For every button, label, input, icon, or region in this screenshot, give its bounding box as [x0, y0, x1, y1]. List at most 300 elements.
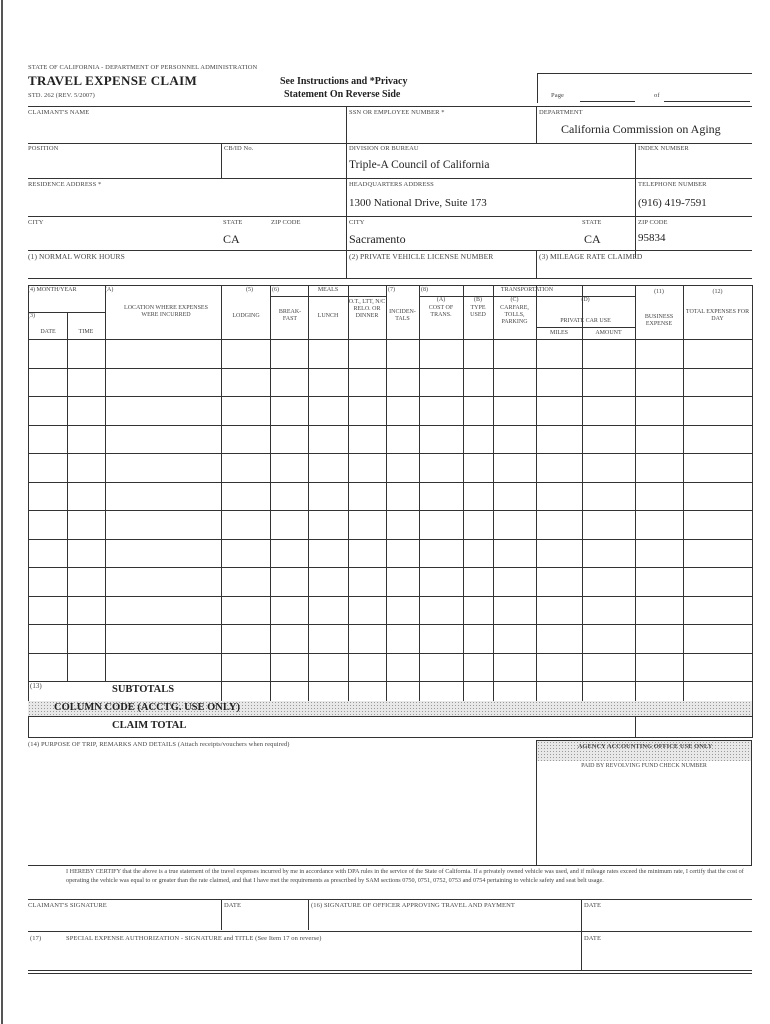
table-cell[interactable]	[106, 654, 220, 681]
table-cell[interactable]	[583, 511, 634, 538]
table-cell[interactable]	[537, 369, 581, 396]
table-cell[interactable]	[537, 654, 581, 681]
table-cell[interactable]	[464, 369, 492, 396]
table-cell[interactable]	[684, 568, 751, 595]
form-title: TRAVEL EXPENSE CLAIM	[28, 73, 198, 88]
table-cell[interactable]	[583, 426, 634, 453]
table-cell[interactable]	[684, 397, 751, 424]
table-cell[interactable]	[271, 397, 307, 424]
revolving-fund-label: PAID BY REVOLVING FUND CHECK NUMBER	[581, 763, 707, 769]
instructions-line1: See Instructions and *Privacy	[280, 76, 408, 87]
table-cell[interactable]	[636, 454, 682, 481]
table-cell[interactable]	[309, 568, 347, 595]
table-cell[interactable]	[349, 511, 385, 538]
total-expenses-header: TOTAL EXPENSES FOR DAY	[685, 309, 750, 322]
approving-officer-field[interactable]	[311, 912, 579, 928]
table-cell[interactable]	[106, 483, 220, 510]
table-cell[interactable]	[222, 340, 269, 367]
miles-header: MILES	[550, 330, 568, 336]
table-cell[interactable]	[537, 597, 581, 624]
rule-5	[28, 250, 752, 251]
rule-3	[28, 178, 752, 179]
sig-div1	[221, 899, 222, 930]
table-cell[interactable]	[387, 597, 418, 624]
table-cell[interactable]	[636, 540, 682, 567]
date-label-2: DATE	[584, 902, 602, 909]
telephone-label: TELEPHONE NUMBER	[638, 181, 707, 188]
table-cell[interactable]	[583, 340, 634, 367]
table-cell[interactable]	[271, 540, 307, 567]
table-cell[interactable]	[68, 625, 104, 652]
col4-header: (A)	[105, 287, 114, 293]
table-cell[interactable]	[271, 654, 307, 681]
table-cell[interactable]	[106, 597, 220, 624]
page-label: Page	[551, 92, 565, 99]
table-cell[interactable]	[387, 654, 418, 681]
hq-zip-label: ZIP CODE	[638, 219, 668, 226]
table-cell[interactable]	[68, 597, 104, 624]
table-cell[interactable]	[222, 654, 269, 681]
table-cell[interactable]	[222, 540, 269, 567]
table-cell[interactable]	[106, 340, 220, 367]
purpose-field[interactable]	[30, 752, 534, 864]
dinner-header: O.T., LTT, N/C RELO. OR DINNER	[348, 299, 386, 319]
table-cell[interactable]	[271, 568, 307, 595]
table-cell[interactable]	[29, 568, 66, 595]
time-header: TIME	[78, 329, 94, 335]
department-label: DEPARTMENT	[539, 109, 583, 116]
table-cell[interactable]	[684, 540, 751, 567]
table-cell[interactable]	[222, 454, 269, 481]
table-cell[interactable]	[222, 483, 269, 510]
table-cell[interactable]	[684, 426, 751, 453]
sig-top	[28, 899, 752, 900]
table-cell[interactable]	[309, 369, 347, 396]
purpose-top	[28, 737, 752, 738]
telephone-value[interactable]: (916) 419-7591	[638, 197, 707, 209]
table-cell[interactable]	[494, 454, 535, 481]
table-cell[interactable]	[464, 568, 492, 595]
table-cell[interactable]	[29, 426, 66, 453]
table-cell[interactable]	[271, 340, 307, 367]
claim-total-label: CLAIM TOTAL	[112, 720, 187, 731]
table-cell[interactable]	[636, 597, 682, 624]
table-cell[interactable]	[387, 369, 418, 396]
table-cell[interactable]	[349, 426, 385, 453]
table-cell[interactable]	[349, 397, 385, 424]
month-year-rule	[28, 312, 105, 313]
hq-state-label: STATE	[582, 219, 602, 226]
table-cell[interactable]	[494, 483, 535, 510]
table-cell[interactable]	[583, 625, 634, 652]
table-cell[interactable]	[29, 397, 66, 424]
table-cell[interactable]	[271, 625, 307, 652]
table-cell[interactable]	[309, 625, 347, 652]
cost-trans-id: (A)	[436, 297, 446, 303]
table-cell[interactable]	[349, 340, 385, 367]
table-cell[interactable]	[464, 597, 492, 624]
table-cell[interactable]	[106, 426, 220, 453]
table-cell[interactable]	[420, 483, 462, 510]
subtotal-column-rule	[536, 681, 537, 701]
table-cell[interactable]	[68, 568, 104, 595]
subtotal-column-rule	[463, 681, 464, 701]
sig-div2	[308, 899, 309, 930]
table-cell[interactable]	[106, 540, 220, 567]
table-top	[28, 285, 752, 286]
table-cell[interactable]	[420, 597, 462, 624]
table-cell[interactable]	[684, 625, 751, 652]
table-cell[interactable]	[636, 340, 682, 367]
cost-trans-header: COST OF TRANS.	[428, 305, 454, 318]
table-cell[interactable]	[537, 625, 581, 652]
mileage-divider	[536, 250, 537, 278]
col12-header: (12)	[712, 289, 723, 295]
special-expense-label: SPECIAL EXPENSE AUTHORIZATION - SIGNATURE and TITLE (See Item 17 on reverse)	[66, 935, 322, 942]
carfare-header: CARFARE, TOLLS, PARKING	[500, 305, 529, 325]
approving-officer-label: (16) SIGNATURE OF OFFICER APPROVING TRAVEL AND PAYMENT	[311, 902, 515, 909]
table-cell[interactable]	[636, 511, 682, 538]
table-cell[interactable]	[29, 597, 66, 624]
table-cell[interactable]	[387, 625, 418, 652]
table-cell[interactable]	[68, 540, 104, 567]
table-cell[interactable]	[684, 654, 751, 681]
table-cell[interactable]	[537, 540, 581, 567]
table-cell[interactable]	[494, 397, 535, 424]
table-cell[interactable]	[68, 454, 104, 481]
of-label: of	[654, 92, 660, 99]
table-cell[interactable]	[537, 426, 581, 453]
dept-divider	[536, 106, 537, 144]
col7-header: (7)	[388, 287, 395, 293]
table-cell[interactable]	[222, 426, 269, 453]
position-label: POSITION	[28, 145, 59, 152]
table-cell[interactable]	[68, 654, 104, 681]
col11-header: (11)	[654, 289, 664, 295]
index-number-label: INDEX NUMBER	[638, 145, 689, 152]
table-cell[interactable]	[29, 483, 66, 510]
breakfast-header: BREAK-FAST	[278, 309, 302, 322]
table-cell[interactable]	[537, 397, 581, 424]
table-cell[interactable]	[583, 654, 634, 681]
right-col-divider	[635, 143, 636, 258]
table-cell[interactable]	[68, 369, 104, 396]
agency-office-label: AGENCY ACCOUNTING OFFICE USE ONLY	[577, 743, 713, 750]
subtotal-column-rule	[386, 681, 387, 701]
table-cell[interactable]	[387, 454, 418, 481]
table-cell[interactable]	[222, 397, 269, 424]
work-hours-label: (1) NORMAL WORK HOURS	[28, 252, 125, 261]
table-cell[interactable]	[537, 568, 581, 595]
table-cell[interactable]	[583, 483, 634, 510]
col5-header: (5)	[246, 287, 253, 293]
hq-address-value[interactable]: 1300 National Drive, Suite 173	[349, 197, 487, 209]
table-cell[interactable]	[420, 454, 462, 481]
table-cell[interactable]	[464, 654, 492, 681]
table-cell[interactable]	[464, 397, 492, 424]
subtotal-column-rule	[582, 681, 583, 701]
table-cell[interactable]	[349, 483, 385, 510]
hq-address-label: HEADQUARTERS ADDRESS	[349, 181, 434, 188]
rule-2	[28, 143, 752, 144]
table-cell[interactable]	[309, 340, 347, 367]
table-cell[interactable]	[68, 511, 104, 538]
table-cell[interactable]	[420, 426, 462, 453]
table-cell[interactable]	[494, 654, 535, 681]
table-cell[interactable]	[271, 454, 307, 481]
meals-header: MEALS	[317, 287, 339, 293]
residence-address-label: RESIDENCE ADDRESS *	[28, 181, 102, 188]
table-cell[interactable]	[684, 483, 751, 510]
table-cell[interactable]	[106, 397, 220, 424]
table-cell[interactable]	[387, 397, 418, 424]
table-cell[interactable]	[68, 483, 104, 510]
table-row	[28, 681, 752, 682]
form-number: STD. 262 (REV. 5/2007)	[28, 92, 95, 99]
claimant-name-label: CLAIMANT'S NAME	[28, 109, 90, 116]
table-cell[interactable]	[636, 369, 682, 396]
table-cell[interactable]	[636, 568, 682, 595]
date-label: DATE	[224, 902, 242, 909]
table-cell[interactable]	[309, 654, 347, 681]
incidentals-header: INCIDEN-TALS	[389, 309, 416, 322]
table-cell[interactable]	[29, 369, 66, 396]
table-cell[interactable]	[309, 597, 347, 624]
table-cell[interactable]	[271, 483, 307, 510]
table-cell[interactable]	[222, 511, 269, 538]
table-cell[interactable]	[636, 483, 682, 510]
private-car-rule	[536, 327, 635, 328]
table-cell[interactable]	[222, 597, 269, 624]
table-cell[interactable]	[387, 483, 418, 510]
table-cell[interactable]	[684, 340, 751, 367]
table-cell[interactable]	[684, 597, 751, 624]
table-cell[interactable]	[68, 397, 104, 424]
table-cell[interactable]	[420, 340, 462, 367]
table-cell[interactable]	[349, 540, 385, 567]
table-cell[interactable]	[349, 454, 385, 481]
table-cell[interactable]	[420, 540, 462, 567]
table-cell[interactable]	[106, 568, 220, 595]
state-label: STATE	[223, 219, 243, 226]
table-cell[interactable]	[349, 654, 385, 681]
table-cell[interactable]	[420, 369, 462, 396]
col6-header: (6)	[272, 287, 279, 293]
table-cell[interactable]	[583, 397, 634, 424]
certify-text: I HEREBY CERTIFY that the above is a true statement of the travel expenses incurred by me in accordance with DPA rules in the service of the State of California. If a privately owned vehicle was used, and if mileage rates exceed the minimum rate, I certify that the cost of operating the vehicle was equal to or greater than the rate claimed, and that I have met the requirements as prescribed by SAM sections 0750, 0751, 0752, 0753 and 0754 pertaining to vehicle safety and seat belt usage.	[66, 868, 744, 884]
table-cell[interactable]	[636, 397, 682, 424]
city-label: CITY	[28, 219, 44, 226]
table-cell[interactable]	[309, 511, 347, 538]
scan-edge	[1, 0, 3, 1024]
table-cell[interactable]	[636, 625, 682, 652]
table-cell[interactable]	[309, 483, 347, 510]
table-cell[interactable]	[464, 540, 492, 567]
table-cell[interactable]	[636, 654, 682, 681]
amount-header: AMOUNT	[595, 330, 622, 336]
month-year-header: (4) MONTH/YEAR	[28, 287, 77, 293]
table-cell[interactable]	[494, 568, 535, 595]
table-cell[interactable]	[420, 511, 462, 538]
table-cell[interactable]	[420, 568, 462, 595]
page-number-field[interactable]	[580, 101, 635, 102]
type-used-header: TYPE USED	[470, 305, 486, 318]
claimant-signature-field[interactable]	[30, 912, 218, 928]
table-cell[interactable]	[309, 397, 347, 424]
table-cell[interactable]	[29, 511, 66, 538]
table-cell[interactable]	[106, 454, 220, 481]
table-cell[interactable]	[387, 426, 418, 453]
table-cell[interactable]	[684, 369, 751, 396]
mileage-rate-label: (3) MILEAGE RATE CLAIMED	[539, 252, 643, 261]
col3-header: (3)	[28, 313, 35, 319]
table-cell[interactable]	[494, 369, 535, 396]
purpose-label: (14) PURPOSE OF TRIP, REMARKS AND DETAILS (Attach receipts/vouchers when required)	[28, 741, 290, 748]
table-cell[interactable]	[583, 568, 634, 595]
zip-label: ZIP CODE	[271, 219, 301, 226]
division-value[interactable]: Triple-A Council of California	[349, 159, 490, 171]
sig-div3	[581, 899, 582, 971]
col8-header: (8)	[421, 287, 428, 293]
subtotal-column-rule	[493, 681, 494, 701]
table-cell[interactable]	[494, 511, 535, 538]
form-bottom	[28, 970, 752, 971]
table-cell[interactable]	[271, 597, 307, 624]
id-divider	[346, 106, 347, 278]
special-top	[28, 931, 752, 932]
claim-total-rule	[635, 716, 636, 738]
hq-zip-value[interactable]: 95834	[638, 232, 666, 244]
special-expense-field[interactable]	[66, 946, 576, 968]
page-total-field[interactable]	[664, 101, 750, 102]
table-cell[interactable]	[583, 369, 634, 396]
column-code-bottom-rule	[28, 716, 752, 717]
rule-6	[28, 278, 752, 279]
table-cell[interactable]	[29, 654, 66, 681]
page-box-left	[537, 73, 538, 103]
hq-state-value[interactable]: CA	[584, 232, 601, 246]
table-cell[interactable]	[420, 654, 462, 681]
table-cell[interactable]	[68, 426, 104, 453]
carfare-id: (C)	[510, 297, 519, 303]
type-used-id: (B)	[474, 297, 482, 303]
table-cell[interactable]	[387, 340, 418, 367]
subtotal-column-rule	[683, 681, 684, 701]
table-cell[interactable]	[583, 540, 634, 567]
table-cell[interactable]	[420, 397, 462, 424]
table-cell[interactable]	[537, 454, 581, 481]
table-cell[interactable]	[494, 540, 535, 567]
page-box-top	[538, 73, 752, 74]
subtotal-column-rule	[635, 681, 636, 701]
purpose-bottom	[28, 865, 752, 866]
private-car-header: PRIVATE CAR USE	[560, 318, 611, 324]
claimant-signature-label: CLAIMANT'S SIGNATURE	[28, 902, 107, 909]
table-cell[interactable]	[68, 340, 104, 367]
residence-state-value[interactable]: CA	[223, 232, 240, 246]
table-cell[interactable]	[106, 511, 220, 538]
table-cell[interactable]	[583, 454, 634, 481]
table-cell[interactable]	[537, 483, 581, 510]
column-code-label: COLUMN CODE (ACCTG. USE ONLY)	[54, 702, 241, 713]
table-cell[interactable]	[387, 540, 418, 567]
table-cell[interactable]	[464, 511, 492, 538]
table-cell[interactable]	[494, 340, 535, 367]
private-car-id: (D)	[581, 297, 590, 303]
hq-city-value[interactable]: Sacramento	[349, 232, 406, 246]
meals-rule	[270, 296, 386, 297]
cbid-divider	[221, 143, 222, 178]
table-cell[interactable]	[494, 426, 535, 453]
table-cell[interactable]	[29, 454, 66, 481]
table-cell[interactable]	[271, 511, 307, 538]
table-cell[interactable]	[464, 340, 492, 367]
table-cell[interactable]	[29, 540, 66, 567]
table-cell[interactable]	[349, 369, 385, 396]
table-cell[interactable]	[684, 454, 751, 481]
location-header: LOCATION WHERE EXPENSES WERE INCURRED	[124, 305, 208, 318]
form-bottom-2	[28, 973, 752, 974]
division-label: DIVISION OR BUREAU	[349, 145, 419, 152]
table-cell[interactable]	[29, 625, 66, 652]
table-cell[interactable]	[537, 340, 581, 367]
table-cell[interactable]	[309, 426, 347, 453]
table-cell[interactable]	[583, 597, 634, 624]
vehicle-license-label: (2) PRIVATE VEHICLE LICENSE NUMBER	[349, 252, 494, 261]
lodging-header: LODGING	[232, 313, 260, 319]
department-value[interactable]: California Commission on Aging	[561, 122, 721, 136]
table-cell[interactable]	[420, 625, 462, 652]
table-cell[interactable]	[309, 540, 347, 567]
table-cell[interactable]	[271, 426, 307, 453]
table-cell[interactable]	[106, 369, 220, 396]
lunch-header: LUNCH	[317, 313, 339, 319]
subtotals-num: (13)	[30, 682, 42, 690]
date-label-3: DATE	[584, 935, 602, 942]
date-header: DATE	[40, 329, 56, 335]
table-cell[interactable]	[387, 568, 418, 595]
ssn-label: SSN OR EMPLOYEE NUMBER *	[349, 109, 445, 116]
table-cell[interactable]	[349, 597, 385, 624]
table-cell[interactable]	[309, 454, 347, 481]
subtotal-column-rule	[221, 681, 222, 701]
table-cell[interactable]	[387, 511, 418, 538]
table-cell[interactable]	[271, 369, 307, 396]
table-cell[interactable]	[222, 625, 269, 652]
transportation-header: TRANSPORTATION	[500, 287, 554, 293]
table-cell[interactable]	[494, 625, 535, 652]
subtotal-column-rule	[308, 681, 309, 701]
table-cell[interactable]	[29, 340, 66, 367]
table-cell[interactable]	[222, 369, 269, 396]
table-cell[interactable]	[349, 568, 385, 595]
table-cell[interactable]	[684, 511, 751, 538]
subtotal-column-rule	[348, 681, 349, 701]
table-cell[interactable]	[464, 483, 492, 510]
table-cell[interactable]	[222, 568, 269, 595]
subtotal-column-rule	[270, 681, 271, 701]
table-cell[interactable]	[494, 597, 535, 624]
table-cell[interactable]	[537, 511, 581, 538]
table-cell[interactable]	[106, 625, 220, 652]
instructions-line2: Statement On Reverse Side	[284, 89, 401, 100]
table-cell[interactable]	[636, 426, 682, 453]
table-cell[interactable]	[464, 454, 492, 481]
table-cell[interactable]	[464, 426, 492, 453]
table-cell[interactable]	[349, 625, 385, 652]
subtotal-column-rule	[419, 681, 420, 701]
table-cell[interactable]	[464, 625, 492, 652]
